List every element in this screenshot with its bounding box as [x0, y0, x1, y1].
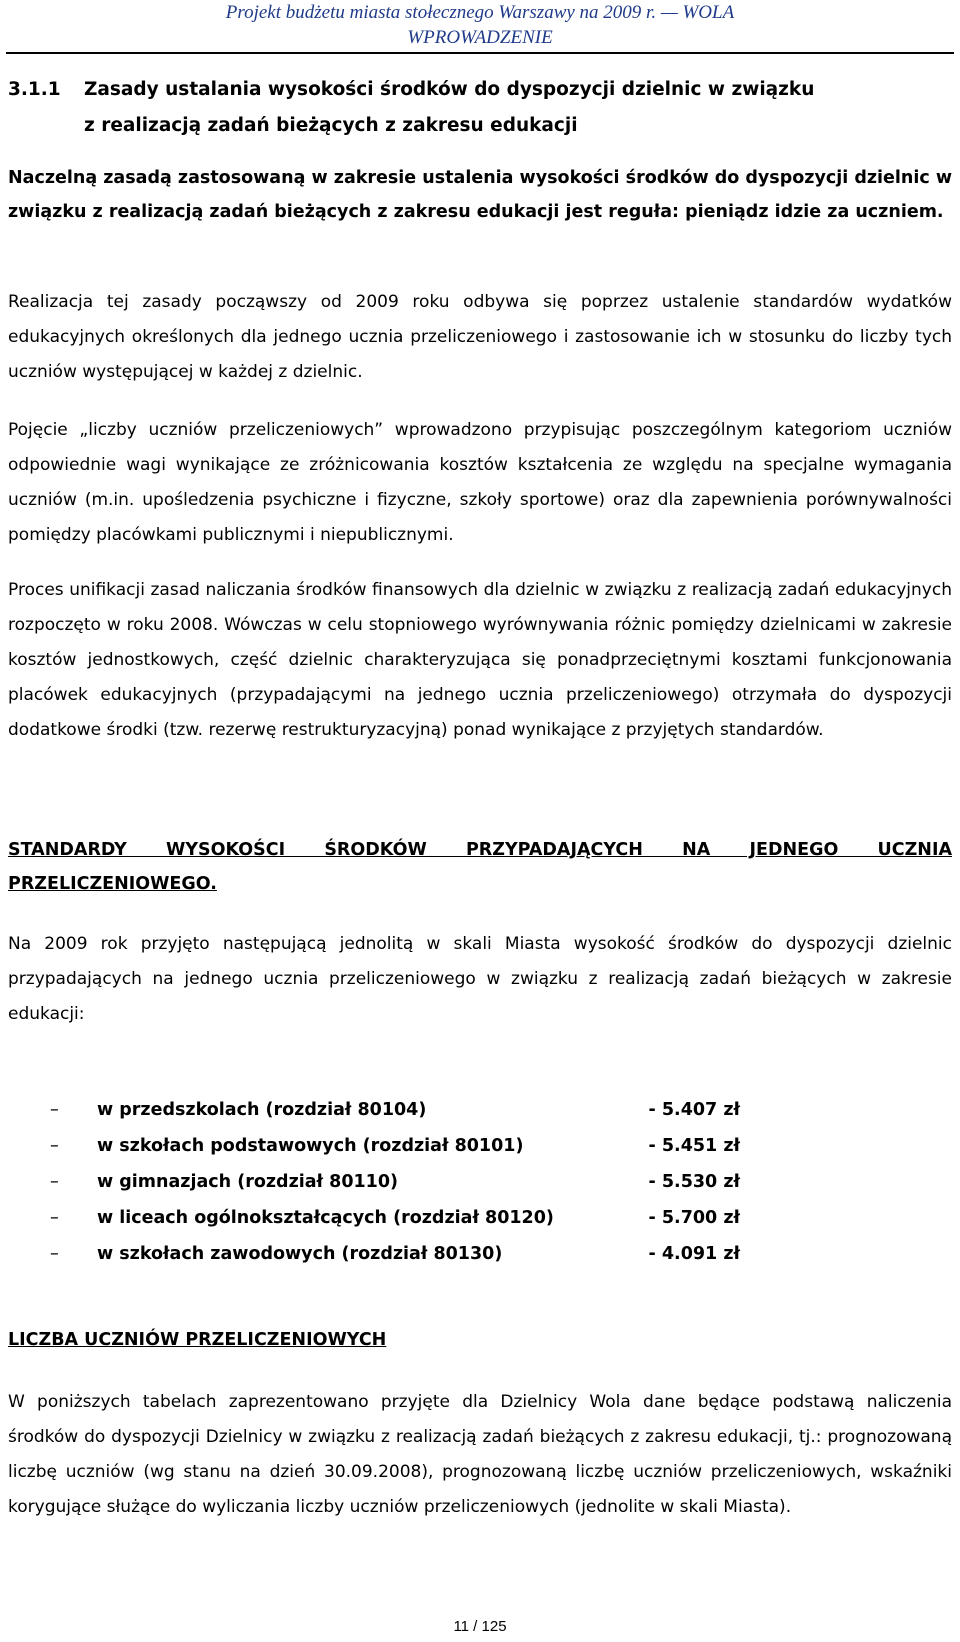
standard-amount: - 5.530 zł: [648, 1172, 740, 1192]
standards-heading-line2: PRZELICZENIOWEGO.: [8, 874, 217, 894]
header-subtitle: WPROWADZENIE: [407, 27, 553, 48]
list-item: [0, 1092, 960, 1128]
dash-bullet: –: [50, 1244, 59, 1264]
standard-amount: - 5.407 zł: [648, 1100, 740, 1120]
standard-label: w gimnazjach (rozdział 80110): [97, 1172, 399, 1192]
standards-heading-line1: STANDARDY WYSOKOŚCI ŚRODKÓW PRZYPADAJĄCYCH NA JEDNEGO UCZNIA: [8, 840, 952, 860]
dash-bullet: –: [50, 1172, 59, 1192]
list-item: [0, 1128, 960, 1164]
section-heading: [8, 72, 952, 144]
standard-amount: - 4.091 zł: [648, 1244, 740, 1264]
section-number: 3.1.1: [8, 79, 61, 100]
list-item: [0, 1236, 960, 1272]
list-item: [0, 1200, 960, 1236]
header-divider: [6, 52, 954, 54]
standards-list: [0, 1092, 960, 1272]
standard-amount: - 5.700 zł: [648, 1208, 740, 1228]
standard-amount: - 5.451 zł: [648, 1136, 740, 1156]
standard-label: w szkołach podstawowych (rozdział 80101): [97, 1136, 524, 1156]
paragraph-process: Proces unifikacji zasad naliczania środków finansowych dla dzielnic w związku z realizacją zadań edukacyjnych rozpoczęto w roku 2008. Wówczas w celu stopniowego wyrównywania różnic pomiędzy dzielnicami w zakresie kosztów jednostkowych, część dzielnic charakteryzująca się ponadprzeciętnymi kosztami funkcjonowania placówek edukacyjnych (przypadającymi na jednego ucznia przeliczeniowego) otrzymała do dyspozycji dodatkowe środki (tzw. rezerwę restrukturyzacyjną) ponad wynikające z przyjętych standardów.: [8, 580, 952, 740]
students-heading: [8, 1323, 952, 1357]
dash-bullet: –: [50, 1136, 59, 1156]
standard-label: w przedszkolach (rozdział 80104): [97, 1100, 427, 1120]
standards-heading: [8, 833, 952, 901]
standard-label: w szkołach zawodowych (rozdział 80130): [97, 1244, 503, 1264]
header-title: Projekt budżetu miasta stołecznego Warszawy na 2009 r. — WOLA: [225, 2, 735, 23]
page-number: 11 / 125: [453, 1618, 507, 1635]
section-title-line2: z realizacją zadań bieżących z zakresu edukacji: [84, 115, 578, 136]
list-item: [0, 1164, 960, 1200]
paragraph-standards-intro: Na 2009 rok przyjęto następującą jednolitą w skali Miasta wysokość środków do dyspozycji dzielnic przypadających na jednego ucznia przeliczeniowego w związku z realizacją zadań bieżących w zakresie edukacji:: [8, 934, 952, 1024]
paragraph-tables-intro: W poniższych tabelach zaprezentowano przyjęte dla Dzielnicy Wola dane będące podstawą naliczenia środków do dyspozycji Dzielnicy w związku z realizacją zadań bieżących z zakresu edukacji, tj.: prognozowaną liczbę uczniów (wg stanu na dzień 30.09.2008), prognozowaną liczbę uczniów przeliczeniowych, wskaźniki korygujące służące do wyliczania liczby uczniów przeliczeniowych (jednolite w skali Miasta).: [8, 1392, 952, 1517]
running-header: [0, 0, 960, 50]
dash-bullet: –: [50, 1100, 59, 1120]
students-heading-text: LICZBA UCZNIÓW PRZELICZENIOWYCH: [8, 1330, 387, 1350]
standard-label: w liceach ogólnokształcących (rozdział 80120): [97, 1208, 554, 1228]
paragraph-principle: Naczelną zasadą zastosowaną w zakresie ustalenia wysokości środków do dyspozycji dzielnic w związku z realizacją zadań bieżących z zakresu edukacji jest reguła: pieniądz idzie za uczniem.: [8, 168, 952, 222]
dash-bullet: –: [50, 1208, 59, 1228]
paragraph-definition: Pojęcie „liczby uczniów przeliczeniowych” wprowadzono przypisując poszczególnym kategoriom uczniów odpowiednie wagi wynikające ze zróżnicowania kosztów kształcenia ze względu na specjalne wymagania uczniów (m.in. upośledzenia psychiczne i fizyczne, szkoły sportowe) oraz dla zapewnienia porównywalności pomiędzy placówkami publicznymi i niepublicznymi.: [8, 420, 952, 545]
paragraph-implementation: Realizacja tej zasady począwszy od 2009 roku odbywa się poprzez ustalenie standardów wydatków edukacyjnych określonych dla jednego ucznia przeliczeniowego i zastosowanie ich w stosunku do liczby tych uczniów występującej w każdej z dzielnic.: [8, 292, 952, 382]
section-title-line1: Zasady ustalania wysokości środków do dyspozycji dzielnic w związku: [84, 79, 815, 100]
